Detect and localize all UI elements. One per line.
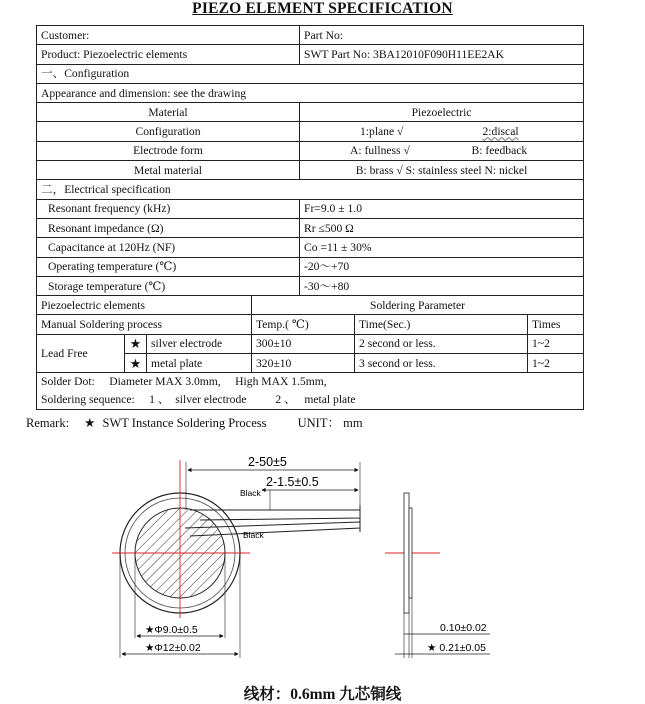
solder-type-metal: metal plate — [147, 354, 252, 373]
configuration-option-a: 1:plane √ — [360, 125, 404, 139]
configuration-option-b: 2:discal — [482, 125, 519, 139]
operating-temp-label: Operating temperature (℃) — [37, 257, 300, 276]
dim-top-label: 2-50±5 — [248, 455, 287, 469]
customer-cell: Customer: — [37, 26, 300, 45]
star-icon: ★ — [125, 354, 147, 373]
material-value: Piezoelectric — [300, 103, 584, 122]
side-ceramic — [409, 508, 412, 598]
wire-label-2: Black — [243, 530, 264, 540]
solder-times-metal: 1~2 — [528, 354, 584, 373]
dim-inner-label: ★Φ9.0±0.5 — [145, 624, 198, 636]
lead-free-label: Lead Free — [37, 334, 125, 373]
dim-outer-label: ★Φ12±0.02 — [145, 642, 201, 654]
dim-thick-label: ★ 0.21±0.05 — [427, 642, 486, 654]
unit-text: UNIT： mm — [297, 416, 363, 430]
remark-text: SWT Instance Soldering Process — [102, 416, 267, 430]
solder-temp-silver: 300±10 — [252, 334, 355, 353]
solder-time-metal: 3 second or less. — [355, 354, 528, 373]
operating-temp-value: -20～+70 — [300, 257, 584, 276]
spec-table — [36, 25, 584, 410]
resonant-frequency-value: Fr=9.0 ± 1.0 — [300, 199, 584, 218]
disc-side-view — [385, 493, 490, 658]
soldering-sequence-text: Soldering sequence: 1 、 silver electrode 2 、 metal plate — [41, 393, 356, 407]
storage-temp-value: -30～+80 — [300, 276, 584, 295]
star-icon: ★ — [125, 334, 147, 353]
electrode-form-label: Electrode form — [37, 141, 300, 160]
solder-type-silver: silver electrode — [147, 334, 252, 353]
manual-soldering-label: Manual Soldering process — [37, 315, 252, 334]
solder-notes-cell — [37, 373, 584, 410]
capacitance-label: Capacitance at 120Hz (NF) — [37, 238, 300, 257]
section-electrical-title: 二，Electrical specification — [37, 180, 584, 199]
metal-material-value: B: brass √ S: stainless steel N: nickel — [300, 161, 584, 180]
side-plate — [404, 493, 409, 613]
resonant-impedance-label: Resonant impedance (Ω) — [37, 218, 300, 237]
storage-temp-label: Storage temperature (℃) — [37, 276, 300, 295]
electrode-option-a: A: fullness √ — [350, 144, 410, 158]
col-time-header: Time(Sec.) — [355, 315, 528, 334]
wire-label-1: Black — [240, 488, 261, 498]
capacitance-value: Co =11 ± 30% — [300, 238, 584, 257]
swt-part-cell: SWT Part No: 3BA12010F090H11EE2AK — [300, 45, 584, 64]
solder-dot-text: Solder Dot: Diameter MAX 3.0mm, High MAX 1.5mm, — [41, 375, 327, 389]
star-icon: ★ — [84, 416, 96, 430]
dim-thin-label: 0.10±0.02 — [440, 622, 487, 634]
col-times-header: Times — [528, 315, 584, 334]
piezo-elements-label: Piezoelectric elements — [37, 296, 252, 315]
resonant-impedance-value: Rr ≤500 Ω — [300, 218, 584, 237]
remark-line — [26, 413, 367, 431]
remark-label: Remark: — [26, 416, 70, 430]
solder-times-silver: 1~2 — [528, 334, 584, 353]
electrode-option-b: B: feedback — [471, 144, 528, 158]
dim-wire-label: 2-1.5±0.5 — [266, 475, 319, 489]
product-cell: Product: Piezoelectric elements — [37, 45, 300, 64]
configuration-label: Configuration — [37, 122, 300, 141]
solder-temp-metal: 320±10 — [252, 354, 355, 373]
material-label: Material — [37, 103, 300, 122]
electrode-form-value — [300, 141, 584, 160]
configuration-value — [300, 122, 584, 141]
document-title: PIEZO ELEMENT SPECIFICATION — [192, 0, 453, 17]
metal-material-label: Metal material — [37, 161, 300, 180]
appearance-row: Appearance and dimension: see the drawing — [37, 83, 584, 102]
part-no-cell: Part No: — [300, 26, 584, 45]
disc-front-view — [112, 455, 360, 658]
section-configuration-title: 一、Configuration — [37, 64, 584, 83]
col-temp-header: Temp.( ℃) — [252, 315, 355, 334]
solder-time-silver: 2 second or less. — [355, 334, 528, 353]
resonant-frequency-label: Resonant frequency (kHz) — [37, 199, 300, 218]
technical-drawing — [0, 440, 645, 680]
soldering-parameter-label: Soldering Parameter — [252, 296, 584, 315]
wire-material-note: 线材：0.6mm 九芯铜线 — [243, 686, 402, 703]
